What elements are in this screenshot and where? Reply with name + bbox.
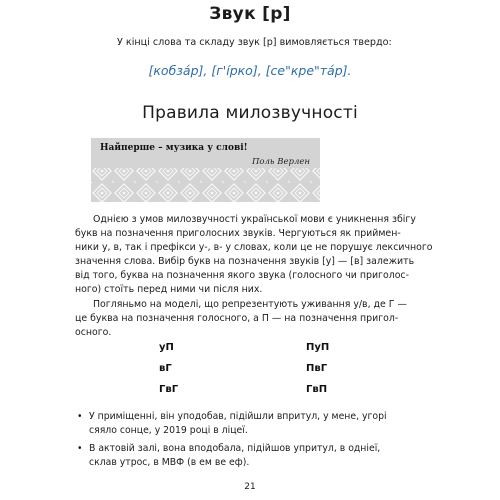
bullet-item	[75, 442, 415, 469]
paragraph-2	[75, 298, 407, 340]
paragraph-1	[75, 213, 433, 297]
paragraph-2-line: осного.	[75, 327, 112, 338]
bullet-dot-icon: •	[77, 411, 83, 422]
bullet-line: У приміщенні, він уподобав, підійшли впритул, у мене, угорі	[89, 411, 387, 422]
model-right-2: ПвГ	[306, 363, 328, 374]
paragraph-1-line: ники у, в, так і префікси у-, в- у словах, коли це не порушує лексичного	[75, 242, 433, 253]
bullet-line: В актовій залі, вона вподобала, підійшов упритул, в одніеї,	[89, 443, 381, 454]
model-right-3: ГвП	[306, 384, 328, 395]
paragraph-2-line: Погляньмо на моделі, що репрезентують уживання у/в, де Г —	[93, 299, 407, 310]
example-bullets	[75, 410, 415, 474]
bullet-item	[75, 410, 415, 437]
paragraph-1-line: значення слова. Вибір букв на позначення звуків [у] — [в] залежить	[75, 256, 415, 267]
page-number: 21	[244, 482, 256, 492]
paragraph-2-line: це буква на позначення голосного, а П — на позначення пригол-	[75, 313, 399, 324]
model-left-1: уП	[159, 342, 174, 353]
bullet-dot-icon: •	[77, 443, 83, 454]
epigraph-quote: Найперше – музика у слові!	[100, 143, 248, 153]
bullet-line: сяяло сонце, у 2019 році в ліцеї.	[89, 424, 248, 436]
rule-text: У кінці слова та складу звук [р] вимовляється твердо:	[117, 37, 392, 48]
model-left-3: ГвГ	[159, 384, 179, 395]
rules-title: Правила милозвучності	[142, 103, 358, 123]
epigraph-box	[91, 138, 320, 202]
paragraph-1-line: від того, буква на позначення якого звука (голосного чи приголос-	[75, 270, 409, 281]
epigraph-author: Поль Верлен	[251, 157, 310, 167]
paragraph-1-line: ного) стоїть перед ними чи після них.	[75, 284, 263, 295]
paragraph-1-line: Однією з умов милозвучності української мови є уникнення збігу	[93, 214, 416, 225]
transcription-examples: [кобзáр], [г'íрко], [се"кре"тáр].	[148, 63, 352, 78]
bullet-line: склав утрос, в МВФ (в ем ве еф).	[89, 456, 250, 468]
model-left-2: вГ	[159, 363, 172, 374]
section-title: Звук [р]	[209, 4, 291, 24]
paragraph-1-line: букв на позначення приголосних звуків. Чергуються як приймен-	[75, 228, 401, 239]
model-right-1: ПуП	[306, 342, 330, 353]
